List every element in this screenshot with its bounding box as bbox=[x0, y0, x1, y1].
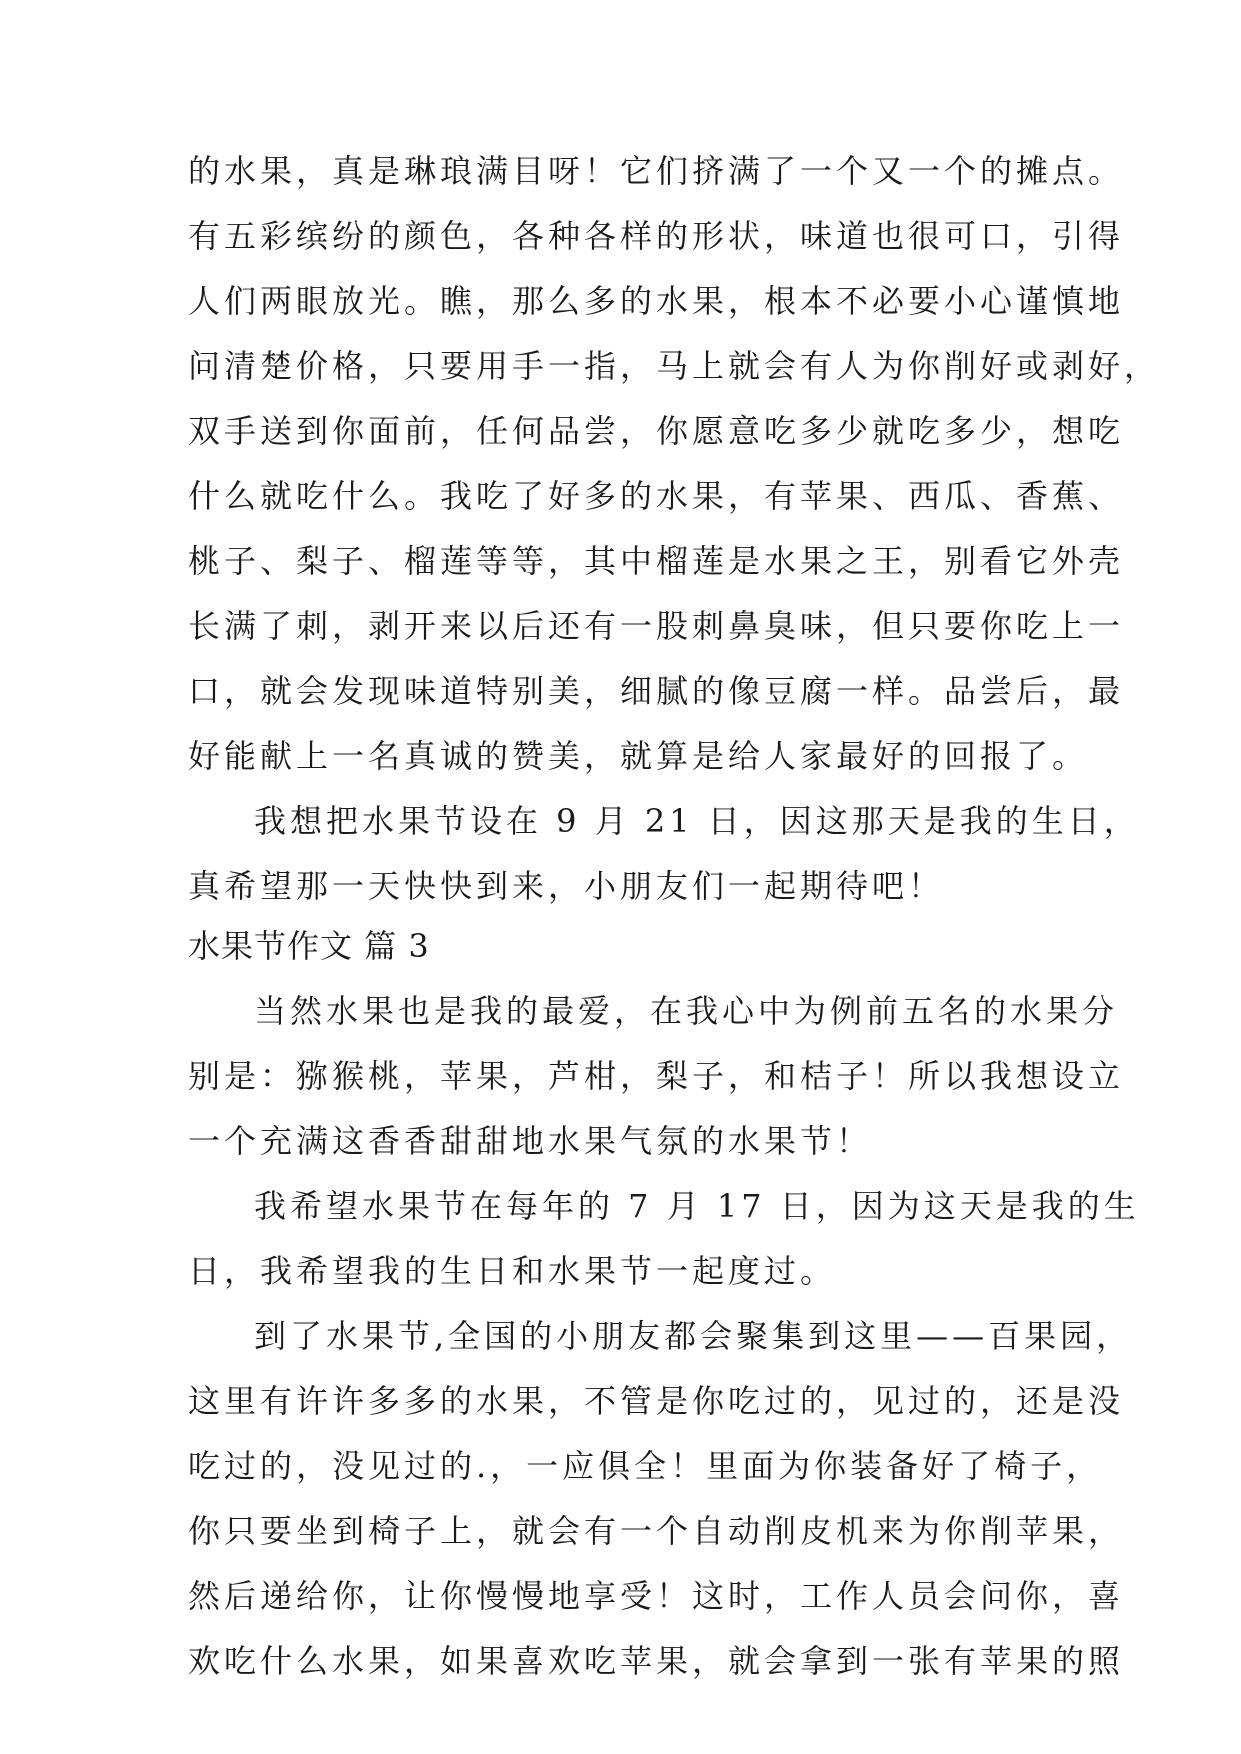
text-line: 一个充满这香香甜甜地水果气氛的水果节！ bbox=[188, 1122, 873, 1160]
text-line: 人们两眼放光。瞧，那么多的水果，根本不必要小心谨慎地 bbox=[188, 282, 1125, 320]
text-line: 什么就吃什么。我吃了好多的水果，有苹果、西瓜、香蕉、 bbox=[188, 477, 1125, 515]
text-line: 这里有许许多多的水果，不管是你吃过的，见过的，还是没 bbox=[188, 1382, 1125, 1420]
text-line: 有五彩缤纷的颜色，各种各样的形状，味道也很可口，引得 bbox=[188, 217, 1125, 255]
text-line: 好能献上一名真诚的赞美，就算是给人家最好的回报了。 bbox=[188, 737, 1089, 775]
text-line: 日，我希望我的生日和水果节一起度过。 bbox=[188, 1252, 837, 1290]
text-line: 然后递给你，让你慢慢地享受！这时，工作人员会问你，喜 bbox=[188, 1577, 1125, 1615]
text-line: 桃子、梨子、榴莲等等，其中榴莲是水果之王，别看它外壳 bbox=[188, 542, 1125, 580]
text-line: 别是：猕猴桃，苹果，芦柑，梨子，和桔子！所以我想设立 bbox=[188, 1057, 1125, 1095]
text-line: 的水果，真是琳琅满目呀！它们挤满了一个又一个的摊点。 bbox=[188, 152, 1125, 190]
text-line: 当然水果也是我的最爱，在我心中为例前五名的水果分 bbox=[254, 992, 1119, 1030]
text-line: 到了水果节,全国的小朋友都会聚集到这里——百果园， bbox=[254, 1317, 1133, 1355]
text-line: 我希望水果节在每年的 7 月 17 日，因为这天是我的生 bbox=[254, 1187, 1140, 1225]
section-heading: 水果节作文 篇 3 bbox=[188, 927, 430, 965]
text-line: 你只要坐到椅子上，就会有一个自动削皮机来为你削苹果， bbox=[188, 1512, 1125, 1550]
text-line: 口，就会发现味道特别美，细腻的像豆腐一样。品尝后，最 bbox=[188, 672, 1125, 710]
text-line: 欢吃什么水果，如果喜欢吃苹果，就会拿到一张有苹果的照 bbox=[188, 1642, 1125, 1680]
text-line: 问清楚价格，只要用手一指，马上就会有人为你削好或剥好， bbox=[188, 347, 1161, 385]
text-line: 长满了刺，剥开来以后还有一股刺鼻臭味，但只要你吃上一 bbox=[188, 607, 1125, 645]
text-line: 吃过的，没见过的.，一应俱全！里面为你装备好了椅子， bbox=[188, 1447, 1103, 1485]
text-line: 我想把水果节设在 9 月 21 日，因这那天是我的生日， bbox=[254, 802, 1140, 840]
text-line: 真希望那一天快快到来，小朋友们一起期待吧！ bbox=[188, 867, 945, 905]
text-line: 双手送到你面前，任何品尝，你愿意吃多少就吃多少，想吃 bbox=[188, 412, 1125, 450]
